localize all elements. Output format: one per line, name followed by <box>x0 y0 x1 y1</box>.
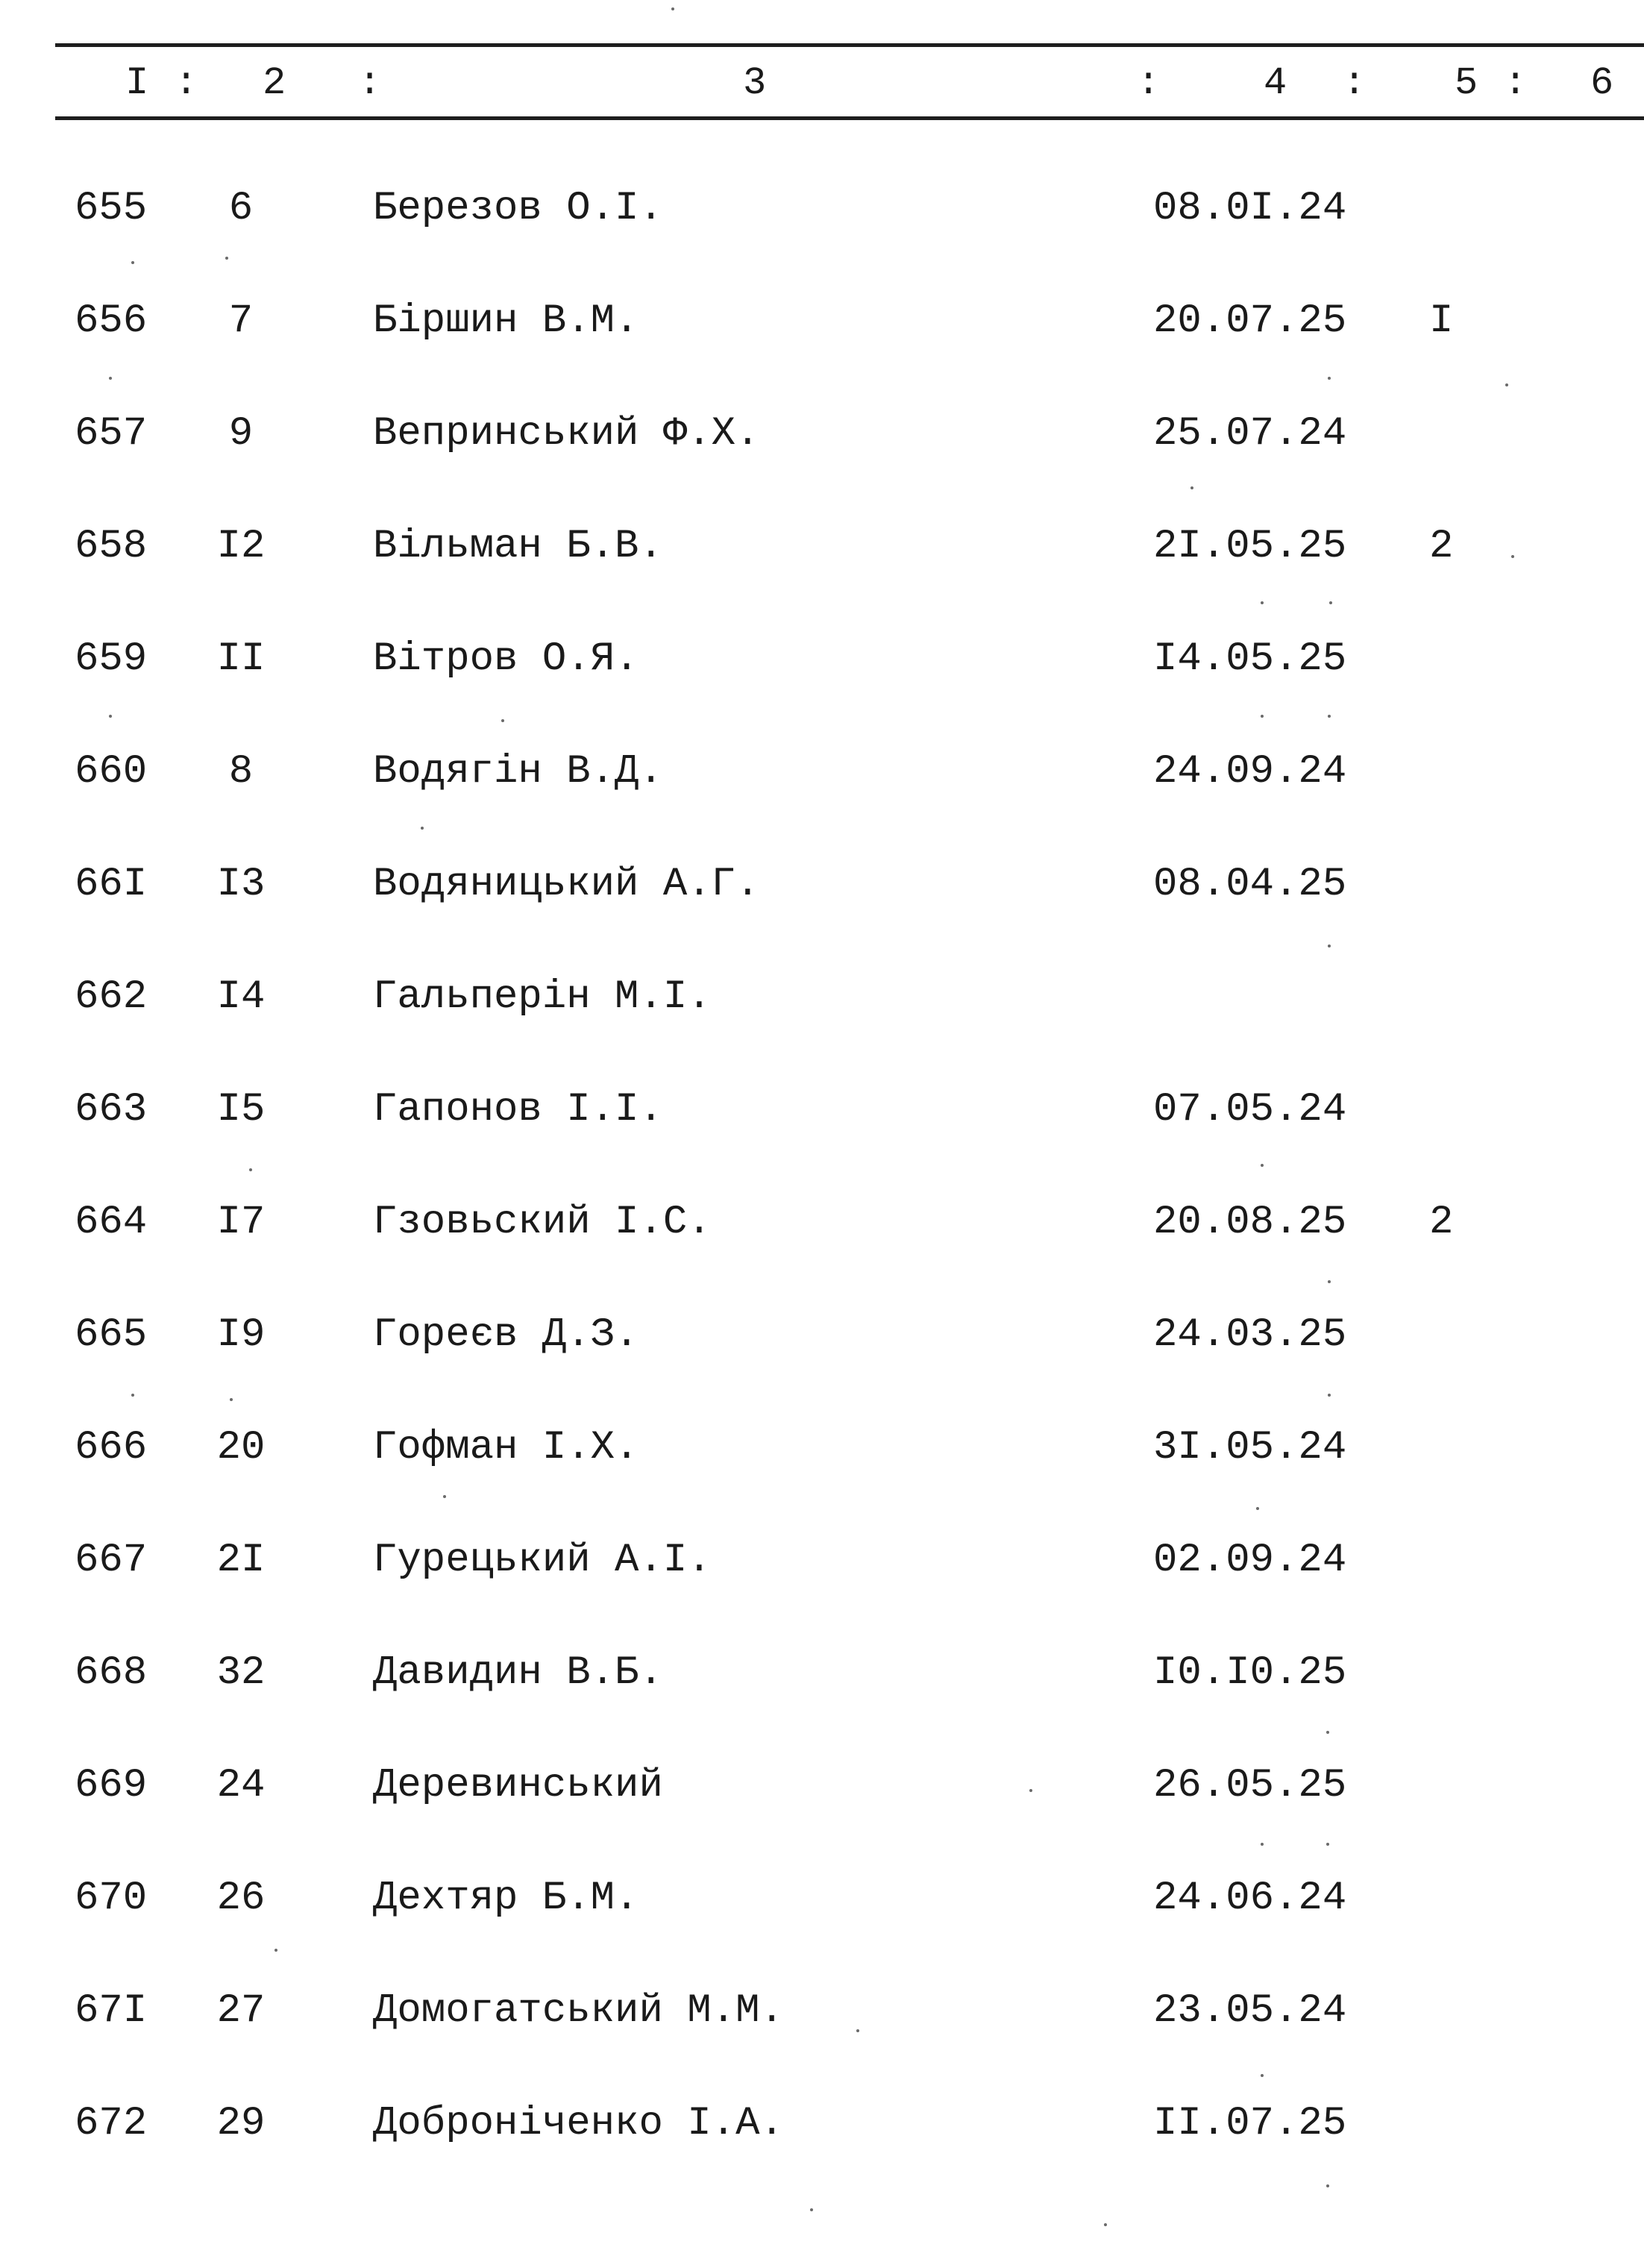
scan-speck <box>1328 377 1331 380</box>
person-name: Біршин В.М. <box>373 298 639 344</box>
header-separator: : <box>175 61 198 105</box>
table-row <box>0 172 1644 246</box>
record-id: І4 <box>216 974 266 1020</box>
record-id: І2 <box>216 524 266 569</box>
header-separator: : <box>1343 61 1367 105</box>
header-col-2: 2 <box>263 61 286 105</box>
scan-speck <box>1190 486 1193 489</box>
record-number: 667 <box>75 1538 148 1583</box>
record-id: 9 <box>228 411 254 457</box>
scan-speck <box>501 719 504 722</box>
record-number: 663 <box>75 1087 148 1133</box>
record-number: 655 <box>75 186 148 231</box>
record-id: 27 <box>216 1988 266 2034</box>
column-5-value: 2 <box>1429 524 1454 569</box>
scan-speck <box>1104 2223 1107 2226</box>
record-date: 24.03.25 <box>1153 1312 1347 1358</box>
record-id: 32 <box>216 1650 266 1696</box>
record-date: 24.06.24 <box>1153 1876 1347 1921</box>
table-row <box>0 735 1644 809</box>
record-number: 67І <box>75 1988 148 2034</box>
scan-speck <box>1256 1507 1259 1510</box>
header-col-5: 5 <box>1455 61 1478 105</box>
column-5-value: І <box>1429 298 1454 344</box>
person-name: Гофман І.Х. <box>373 1425 639 1470</box>
scan-speck <box>1328 945 1331 947</box>
person-name: Деревинський <box>373 1763 663 1808</box>
record-id: І9 <box>216 1312 266 1358</box>
table-row <box>0 960 1644 1035</box>
person-name: Вільман Б.В. <box>373 524 663 569</box>
table-row <box>0 1749 1644 1823</box>
scan-speck <box>1326 1731 1329 1734</box>
record-date: 24.09.24 <box>1153 749 1347 795</box>
record-number: 668 <box>75 1650 148 1696</box>
record-date: 08.0І.24 <box>1153 186 1347 231</box>
person-name: Березов О.І. <box>373 186 663 231</box>
record-date: 08.04.25 <box>1153 862 1347 907</box>
person-name: Гапонов І.І. <box>373 1087 663 1133</box>
table-row <box>0 1974 1644 2049</box>
scan-speck <box>1328 1394 1331 1397</box>
record-id: 20 <box>216 1425 266 1470</box>
scan-speck <box>1329 601 1332 604</box>
record-id: І7 <box>216 1200 266 1245</box>
person-name: Гореєв Д.З. <box>373 1312 639 1358</box>
record-id: І3 <box>216 862 266 907</box>
record-date: 07.05.24 <box>1153 1087 1347 1133</box>
scan-speck <box>1505 383 1508 386</box>
scan-speck <box>109 377 112 380</box>
header-col-1: I <box>125 61 149 105</box>
scan-speck <box>856 2029 859 2032</box>
table-row <box>0 622 1644 697</box>
table-row <box>0 1861 1644 1936</box>
header-separator: : <box>358 61 382 105</box>
record-id: 29 <box>216 2101 266 2146</box>
scan-speck <box>1261 715 1264 718</box>
scan-speck <box>1511 555 1514 558</box>
scan-speck <box>1261 601 1264 604</box>
record-date: 2І.05.25 <box>1153 524 1347 569</box>
header-col-4: 4 <box>1264 61 1287 105</box>
record-number: 666 <box>75 1425 148 1470</box>
table-row <box>0 848 1644 922</box>
scan-speck <box>131 1394 134 1397</box>
record-date: 20.07.25 <box>1153 298 1347 344</box>
record-date: 23.05.24 <box>1153 1988 1347 2034</box>
record-date: 26.05.25 <box>1153 1763 1347 1808</box>
table-row <box>0 284 1644 359</box>
person-name: Вепринський Ф.Х. <box>373 411 760 457</box>
table-row <box>0 397 1644 472</box>
record-id: 24 <box>216 1763 266 1808</box>
record-number: 670 <box>75 1876 148 1921</box>
table-row <box>0 1411 1644 1485</box>
scan-speck <box>421 827 424 830</box>
scan-speck <box>1261 1164 1264 1167</box>
scan-speck <box>1261 1843 1264 1846</box>
record-number: 665 <box>75 1312 148 1358</box>
record-date: 25.07.24 <box>1153 411 1347 457</box>
record-number: 669 <box>75 1763 148 1808</box>
record-id: 8 <box>228 749 254 795</box>
person-name: Гурецький А.І. <box>373 1538 712 1583</box>
scan-speck <box>671 7 674 10</box>
scan-speck <box>225 257 228 260</box>
table-row <box>0 510 1644 584</box>
record-id: 26 <box>216 1876 266 1921</box>
person-name: Давидин В.Б. <box>373 1650 663 1696</box>
scan-speck <box>1029 1789 1032 1792</box>
column-5-value: 2 <box>1429 1200 1454 1245</box>
person-name: Дехтяр Б.М. <box>373 1876 639 1921</box>
table-row <box>0 1523 1644 1598</box>
header-col-6: 6 <box>1590 61 1614 105</box>
record-number: 659 <box>75 636 148 682</box>
scan-speck <box>810 2208 813 2211</box>
record-date: І4.05.25 <box>1153 636 1347 682</box>
record-number: 662 <box>75 974 148 1020</box>
scan-speck <box>274 1949 277 1952</box>
record-date: 3І.05.24 <box>1153 1425 1347 1470</box>
person-name: Вітров О.Я. <box>373 636 639 682</box>
scan-speck <box>249 1168 252 1171</box>
person-name: Гзовьский І.С. <box>373 1200 712 1245</box>
record-id: 6 <box>228 186 254 231</box>
scan-speck <box>109 715 112 718</box>
record-date: 20.08.25 <box>1153 1200 1347 1245</box>
record-id: 7 <box>228 298 254 344</box>
record-id: 2І <box>216 1538 266 1583</box>
table-row <box>0 1073 1644 1147</box>
scan-speck <box>1261 2074 1264 2077</box>
record-number: 658 <box>75 524 148 569</box>
record-number: 664 <box>75 1200 148 1245</box>
record-number: 672 <box>75 2101 148 2146</box>
record-number: 657 <box>75 411 148 457</box>
table-row <box>0 2087 1644 2161</box>
header-col-3: 3 <box>743 61 767 105</box>
record-number: 656 <box>75 298 148 344</box>
person-name: Домогатський М.М. <box>373 1988 784 2034</box>
person-name: Водягін В.Д. <box>373 749 663 795</box>
table-row <box>0 1298 1644 1373</box>
scan-speck <box>1328 1280 1331 1283</box>
table-row <box>0 1185 1644 1260</box>
record-date: І0.І0.25 <box>1153 1650 1347 1696</box>
scan-speck <box>443 1495 446 1498</box>
header-separator: : <box>1137 61 1161 105</box>
record-id: ІІ <box>216 636 266 682</box>
scan-speck <box>230 1398 233 1401</box>
header-separator: : <box>1504 61 1528 105</box>
scan-speck <box>1328 715 1331 718</box>
record-date: 02.09.24 <box>1153 1538 1347 1583</box>
scan-speck <box>1326 1843 1329 1846</box>
table-row <box>0 1636 1644 1711</box>
person-name: Гальперін М.І. <box>373 974 712 1020</box>
scan-speck <box>1326 2184 1329 2187</box>
scan-speck <box>131 261 134 264</box>
person-name: Водяницький А.Г. <box>373 862 760 907</box>
record-id: І5 <box>216 1087 266 1133</box>
record-number: 66І <box>75 862 148 907</box>
record-number: 660 <box>75 749 148 795</box>
person-name: Доброніченко І.А. <box>373 2101 784 2146</box>
record-date: ІІ.07.25 <box>1153 2101 1347 2146</box>
